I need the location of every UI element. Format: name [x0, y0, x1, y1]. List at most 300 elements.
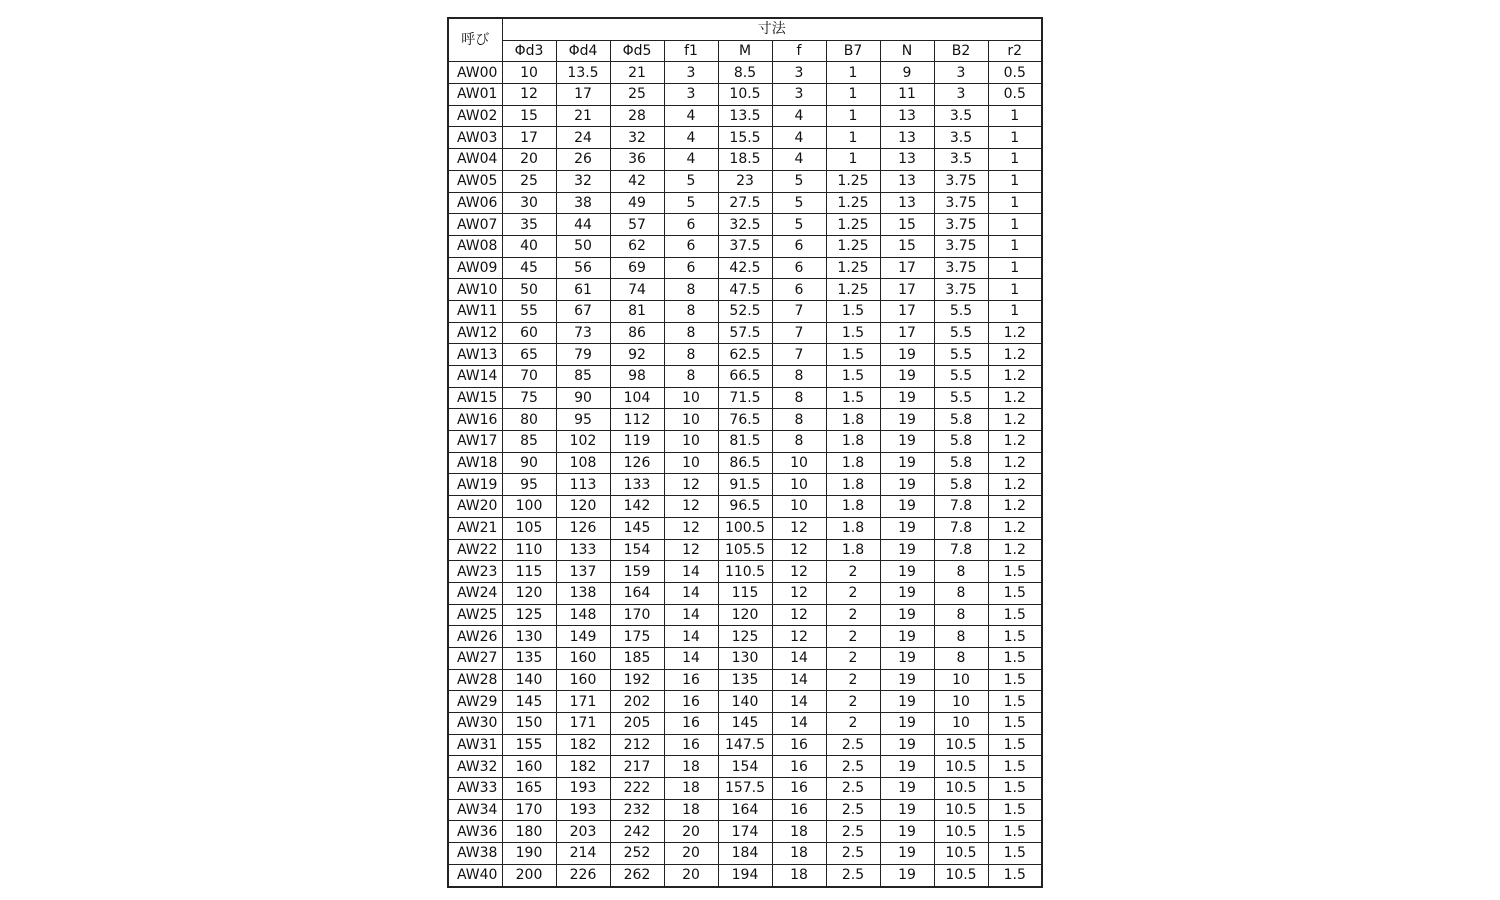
value-cell: 10: [934, 691, 988, 713]
value-cell: 110.5: [718, 561, 772, 583]
value-cell: 6: [772, 279, 826, 301]
value-cell: 10.5: [934, 843, 988, 865]
value-cell: 164: [610, 582, 664, 604]
value-cell: 19: [880, 561, 934, 583]
table-row: [448, 366, 1042, 388]
value-cell: 3: [934, 62, 988, 84]
value-cell: 19: [880, 517, 934, 539]
value-cell: 1.2: [988, 474, 1042, 496]
value-cell: 7.8: [934, 539, 988, 561]
value-cell: 95: [556, 409, 610, 431]
value-cell: 150: [502, 713, 556, 735]
table-row: [448, 669, 1042, 691]
value-cell: 1.5: [988, 561, 1042, 583]
value-cell: 1.5: [826, 344, 880, 366]
value-cell: 142: [610, 496, 664, 518]
table-row: [448, 149, 1042, 171]
value-cell: 1.5: [988, 669, 1042, 691]
value-cell: 96.5: [718, 496, 772, 518]
column-header: N: [880, 40, 934, 62]
value-cell: 7: [772, 300, 826, 322]
value-cell: 1.5: [988, 778, 1042, 800]
value-cell: 19: [880, 344, 934, 366]
value-cell: 20: [664, 864, 718, 886]
value-cell: 16: [664, 713, 718, 735]
value-cell: 130: [718, 647, 772, 669]
value-cell: 66.5: [718, 366, 772, 388]
value-cell: 40: [502, 235, 556, 257]
value-cell: 8: [934, 604, 988, 626]
column-header: Φd5: [610, 40, 664, 62]
value-cell: 14: [664, 647, 718, 669]
value-cell: 56: [556, 257, 610, 279]
value-cell: 1.5: [988, 756, 1042, 778]
value-cell: 80: [502, 409, 556, 431]
value-cell: 8: [772, 431, 826, 453]
value-cell: 44: [556, 214, 610, 236]
value-cell: 171: [556, 691, 610, 713]
value-cell: 90: [556, 387, 610, 409]
nominal-cell: AW31: [448, 734, 502, 756]
value-cell: 20: [502, 149, 556, 171]
value-cell: 19: [880, 626, 934, 648]
value-cell: 2: [826, 647, 880, 669]
value-cell: 1: [988, 192, 1042, 214]
value-cell: 18: [772, 821, 826, 843]
value-cell: 19: [880, 864, 934, 886]
value-cell: 1.8: [826, 452, 880, 474]
value-cell: 37.5: [718, 235, 772, 257]
value-cell: 5: [772, 170, 826, 192]
table-row: [448, 561, 1042, 583]
value-cell: 112: [610, 409, 664, 431]
table-row: [448, 431, 1042, 453]
value-cell: 1.25: [826, 235, 880, 257]
value-cell: 1.2: [988, 387, 1042, 409]
value-cell: 1: [988, 127, 1042, 149]
value-cell: 6: [772, 235, 826, 257]
value-cell: 113: [556, 474, 610, 496]
nominal-cell: AW15: [448, 387, 502, 409]
value-cell: 1.2: [988, 322, 1042, 344]
nominal-cell: AW05: [448, 170, 502, 192]
table-row: [448, 257, 1042, 279]
value-cell: 8: [934, 626, 988, 648]
table-row: [448, 84, 1042, 106]
value-cell: 14: [772, 669, 826, 691]
value-cell: 17: [880, 257, 934, 279]
value-cell: 32: [610, 127, 664, 149]
value-cell: 42: [610, 170, 664, 192]
value-cell: 6: [664, 235, 718, 257]
value-cell: 8: [664, 322, 718, 344]
value-cell: 193: [556, 778, 610, 800]
value-cell: 3: [664, 62, 718, 84]
value-cell: 2.5: [826, 778, 880, 800]
value-cell: 14: [772, 647, 826, 669]
value-cell: 126: [610, 452, 664, 474]
value-cell: 18: [772, 864, 826, 886]
value-cell: 1.5: [826, 366, 880, 388]
value-cell: 5.5: [934, 300, 988, 322]
value-cell: 10: [664, 409, 718, 431]
value-cell: 125: [718, 626, 772, 648]
value-cell: 5.8: [934, 474, 988, 496]
column-header: M: [718, 40, 772, 62]
value-cell: 11: [880, 84, 934, 106]
value-cell: 67: [556, 300, 610, 322]
value-cell: 1: [826, 84, 880, 106]
value-cell: 135: [502, 647, 556, 669]
nominal-cell: AW18: [448, 452, 502, 474]
value-cell: 126: [556, 517, 610, 539]
value-cell: 2: [826, 626, 880, 648]
nominal-cell: AW24: [448, 582, 502, 604]
nominal-cell: AW36: [448, 821, 502, 843]
value-cell: 19: [880, 431, 934, 453]
value-cell: 1.25: [826, 214, 880, 236]
nominal-cell: AW02: [448, 105, 502, 127]
value-cell: 145: [502, 691, 556, 713]
value-cell: 60: [502, 322, 556, 344]
nominal-cell: AW19: [448, 474, 502, 496]
table-row: [448, 127, 1042, 149]
nominal-cell: AW10: [448, 279, 502, 301]
value-cell: 76.5: [718, 409, 772, 431]
value-cell: 165: [502, 778, 556, 800]
value-cell: 7.8: [934, 496, 988, 518]
value-cell: 74: [610, 279, 664, 301]
value-cell: 160: [556, 647, 610, 669]
value-cell: 3.5: [934, 105, 988, 127]
value-cell: 21: [556, 105, 610, 127]
value-cell: 32: [556, 170, 610, 192]
value-cell: 4: [772, 149, 826, 171]
value-cell: 14: [772, 713, 826, 735]
value-cell: 3.75: [934, 170, 988, 192]
value-cell: 8: [772, 366, 826, 388]
value-cell: 1.5: [826, 322, 880, 344]
value-cell: 193: [556, 799, 610, 821]
value-cell: 7.8: [934, 517, 988, 539]
value-cell: 1.5: [826, 300, 880, 322]
nominal-cell: AW09: [448, 257, 502, 279]
value-cell: 252: [610, 843, 664, 865]
table-row: [448, 474, 1042, 496]
value-cell: 36: [610, 149, 664, 171]
value-cell: 14: [664, 604, 718, 626]
value-cell: 1.5: [988, 647, 1042, 669]
value-cell: 14: [664, 626, 718, 648]
value-cell: 1: [826, 127, 880, 149]
value-cell: 190: [502, 843, 556, 865]
value-cell: 71.5: [718, 387, 772, 409]
value-cell: 28: [610, 105, 664, 127]
table-row: [448, 322, 1042, 344]
value-cell: 108: [556, 452, 610, 474]
value-cell: 14: [664, 582, 718, 604]
value-cell: 19: [880, 799, 934, 821]
value-cell: 12: [664, 539, 718, 561]
value-cell: 1.2: [988, 431, 1042, 453]
value-cell: 19: [880, 539, 934, 561]
table-row: [448, 539, 1042, 561]
value-cell: 8: [664, 366, 718, 388]
value-cell: 7: [772, 322, 826, 344]
value-cell: 8: [934, 582, 988, 604]
value-cell: 17: [880, 279, 934, 301]
value-cell: 1: [826, 149, 880, 171]
value-cell: 1: [826, 105, 880, 127]
table-row: [448, 517, 1042, 539]
value-cell: 3: [934, 84, 988, 106]
value-cell: 25: [502, 170, 556, 192]
value-cell: 85: [502, 431, 556, 453]
value-cell: 5: [664, 170, 718, 192]
value-cell: 52.5: [718, 300, 772, 322]
value-cell: 154: [610, 539, 664, 561]
value-cell: 8: [664, 300, 718, 322]
nominal-cell: AW16: [448, 409, 502, 431]
header-row-columns: [448, 40, 1042, 62]
nominal-cell: AW38: [448, 843, 502, 865]
nominal-cell: AW17: [448, 431, 502, 453]
value-cell: 73: [556, 322, 610, 344]
value-cell: 19: [880, 713, 934, 735]
table-row: [448, 799, 1042, 821]
value-cell: 2.5: [826, 864, 880, 886]
table-row: [448, 626, 1042, 648]
value-cell: 12: [502, 84, 556, 106]
value-cell: 180: [502, 821, 556, 843]
value-cell: 18: [772, 843, 826, 865]
value-cell: 10: [664, 387, 718, 409]
value-cell: 226: [556, 864, 610, 886]
column-header: Φd3: [502, 40, 556, 62]
value-cell: 8.5: [718, 62, 772, 84]
table-row: [448, 864, 1042, 886]
value-cell: 2: [826, 561, 880, 583]
value-cell: 18.5: [718, 149, 772, 171]
nominal-cell: AW01: [448, 84, 502, 106]
value-cell: 1.2: [988, 496, 1042, 518]
value-cell: 61: [556, 279, 610, 301]
value-cell: 147.5: [718, 734, 772, 756]
value-cell: 12: [772, 604, 826, 626]
value-cell: 1.25: [826, 279, 880, 301]
value-cell: 105: [502, 517, 556, 539]
column-header: B7: [826, 40, 880, 62]
value-cell: 3.5: [934, 127, 988, 149]
value-cell: 42.5: [718, 257, 772, 279]
value-cell: 8: [664, 279, 718, 301]
value-cell: 5.5: [934, 387, 988, 409]
value-cell: 10: [772, 474, 826, 496]
value-cell: 86: [610, 322, 664, 344]
value-cell: 0.5: [988, 84, 1042, 106]
value-cell: 35: [502, 214, 556, 236]
value-cell: 1.5: [988, 582, 1042, 604]
value-cell: 13: [880, 105, 934, 127]
value-cell: 5.8: [934, 452, 988, 474]
nominal-cell: AW12: [448, 322, 502, 344]
value-cell: 3.75: [934, 257, 988, 279]
value-cell: 5.5: [934, 366, 988, 388]
value-cell: 1.5: [826, 387, 880, 409]
value-cell: 10: [664, 431, 718, 453]
value-cell: 9: [880, 62, 934, 84]
value-cell: 1: [988, 170, 1042, 192]
value-cell: 205: [610, 713, 664, 735]
value-cell: 2: [826, 669, 880, 691]
value-cell: 30: [502, 192, 556, 214]
dimension-table: [447, 17, 1043, 888]
dimensions-group-header: 寸法: [502, 18, 1042, 40]
value-cell: 8: [664, 344, 718, 366]
value-cell: 2: [826, 713, 880, 735]
value-cell: 1: [988, 214, 1042, 236]
value-cell: 19: [880, 843, 934, 865]
value-cell: 6: [664, 214, 718, 236]
value-cell: 19: [880, 582, 934, 604]
value-cell: 17: [880, 322, 934, 344]
table-row: [448, 279, 1042, 301]
value-cell: 81: [610, 300, 664, 322]
value-cell: 125: [502, 604, 556, 626]
value-cell: 1.8: [826, 517, 880, 539]
nominal-cell: AW13: [448, 344, 502, 366]
table-row: [448, 691, 1042, 713]
value-cell: 70: [502, 366, 556, 388]
value-cell: 69: [610, 257, 664, 279]
header-row-group: [448, 18, 1042, 40]
value-cell: 19: [880, 734, 934, 756]
value-cell: 16: [664, 734, 718, 756]
value-cell: 140: [718, 691, 772, 713]
value-cell: 90: [502, 452, 556, 474]
value-cell: 155: [502, 734, 556, 756]
value-cell: 182: [556, 756, 610, 778]
nominal-cell: AW11: [448, 300, 502, 322]
table-row: [448, 821, 1042, 843]
value-cell: 15: [880, 235, 934, 257]
value-cell: 21: [610, 62, 664, 84]
table-row: [448, 105, 1042, 127]
value-cell: 15.5: [718, 127, 772, 149]
value-cell: 222: [610, 778, 664, 800]
value-cell: 1.2: [988, 366, 1042, 388]
value-cell: 62: [610, 235, 664, 257]
value-cell: 8: [934, 647, 988, 669]
nominal-cell: AW20: [448, 496, 502, 518]
nominal-cell: AW14: [448, 366, 502, 388]
value-cell: 75: [502, 387, 556, 409]
value-cell: 10: [502, 62, 556, 84]
value-cell: 174: [718, 821, 772, 843]
value-cell: 50: [502, 279, 556, 301]
value-cell: 14: [772, 691, 826, 713]
value-cell: 12: [772, 539, 826, 561]
table-row: [448, 778, 1042, 800]
nominal-cell: AW30: [448, 713, 502, 735]
value-cell: 14: [664, 561, 718, 583]
nominal-cell: AW07: [448, 214, 502, 236]
value-cell: 85: [556, 366, 610, 388]
table-row: [448, 734, 1042, 756]
value-cell: 1.5: [988, 821, 1042, 843]
value-cell: 105.5: [718, 539, 772, 561]
value-cell: 27.5: [718, 192, 772, 214]
value-cell: 81.5: [718, 431, 772, 453]
value-cell: 12: [664, 496, 718, 518]
value-cell: 2.5: [826, 821, 880, 843]
nominal-cell: AW03: [448, 127, 502, 149]
value-cell: 160: [502, 756, 556, 778]
table-row: [448, 387, 1042, 409]
value-cell: 16: [772, 734, 826, 756]
value-cell: 1.2: [988, 344, 1042, 366]
value-cell: 115: [718, 582, 772, 604]
value-cell: 159: [610, 561, 664, 583]
value-cell: 1: [988, 105, 1042, 127]
nominal-cell: AW23: [448, 561, 502, 583]
value-cell: 16: [772, 799, 826, 821]
value-cell: 10: [664, 452, 718, 474]
value-cell: 1.2: [988, 539, 1042, 561]
value-cell: 17: [502, 127, 556, 149]
value-cell: 170: [610, 604, 664, 626]
value-cell: 217: [610, 756, 664, 778]
value-cell: 4: [664, 105, 718, 127]
value-cell: 25: [610, 84, 664, 106]
value-cell: 15: [502, 105, 556, 127]
nominal-header: 呼び: [448, 18, 502, 62]
table-row: [448, 756, 1042, 778]
value-cell: 55: [502, 300, 556, 322]
value-cell: 19: [880, 366, 934, 388]
value-cell: 16: [772, 756, 826, 778]
value-cell: 92: [610, 344, 664, 366]
nominal-cell: AW21: [448, 517, 502, 539]
value-cell: 12: [772, 582, 826, 604]
value-cell: 138: [556, 582, 610, 604]
value-cell: 212: [610, 734, 664, 756]
nominal-cell: AW33: [448, 778, 502, 800]
value-cell: 102: [556, 431, 610, 453]
value-cell: 50: [556, 235, 610, 257]
value-cell: 1.8: [826, 496, 880, 518]
value-cell: 10.5: [934, 778, 988, 800]
value-cell: 18: [664, 756, 718, 778]
value-cell: 149: [556, 626, 610, 648]
value-cell: 1.2: [988, 517, 1042, 539]
value-cell: 19: [880, 452, 934, 474]
value-cell: 13: [880, 170, 934, 192]
value-cell: 145: [718, 713, 772, 735]
value-cell: 17: [556, 84, 610, 106]
nominal-cell: AW00: [448, 62, 502, 84]
value-cell: 18: [664, 778, 718, 800]
value-cell: 19: [880, 691, 934, 713]
value-cell: 3.75: [934, 214, 988, 236]
table-row: [448, 192, 1042, 214]
value-cell: 10: [934, 669, 988, 691]
table-row: [448, 496, 1042, 518]
value-cell: 49: [610, 192, 664, 214]
nominal-cell: AW04: [448, 149, 502, 171]
value-cell: 3.75: [934, 235, 988, 257]
value-cell: 3: [664, 84, 718, 106]
